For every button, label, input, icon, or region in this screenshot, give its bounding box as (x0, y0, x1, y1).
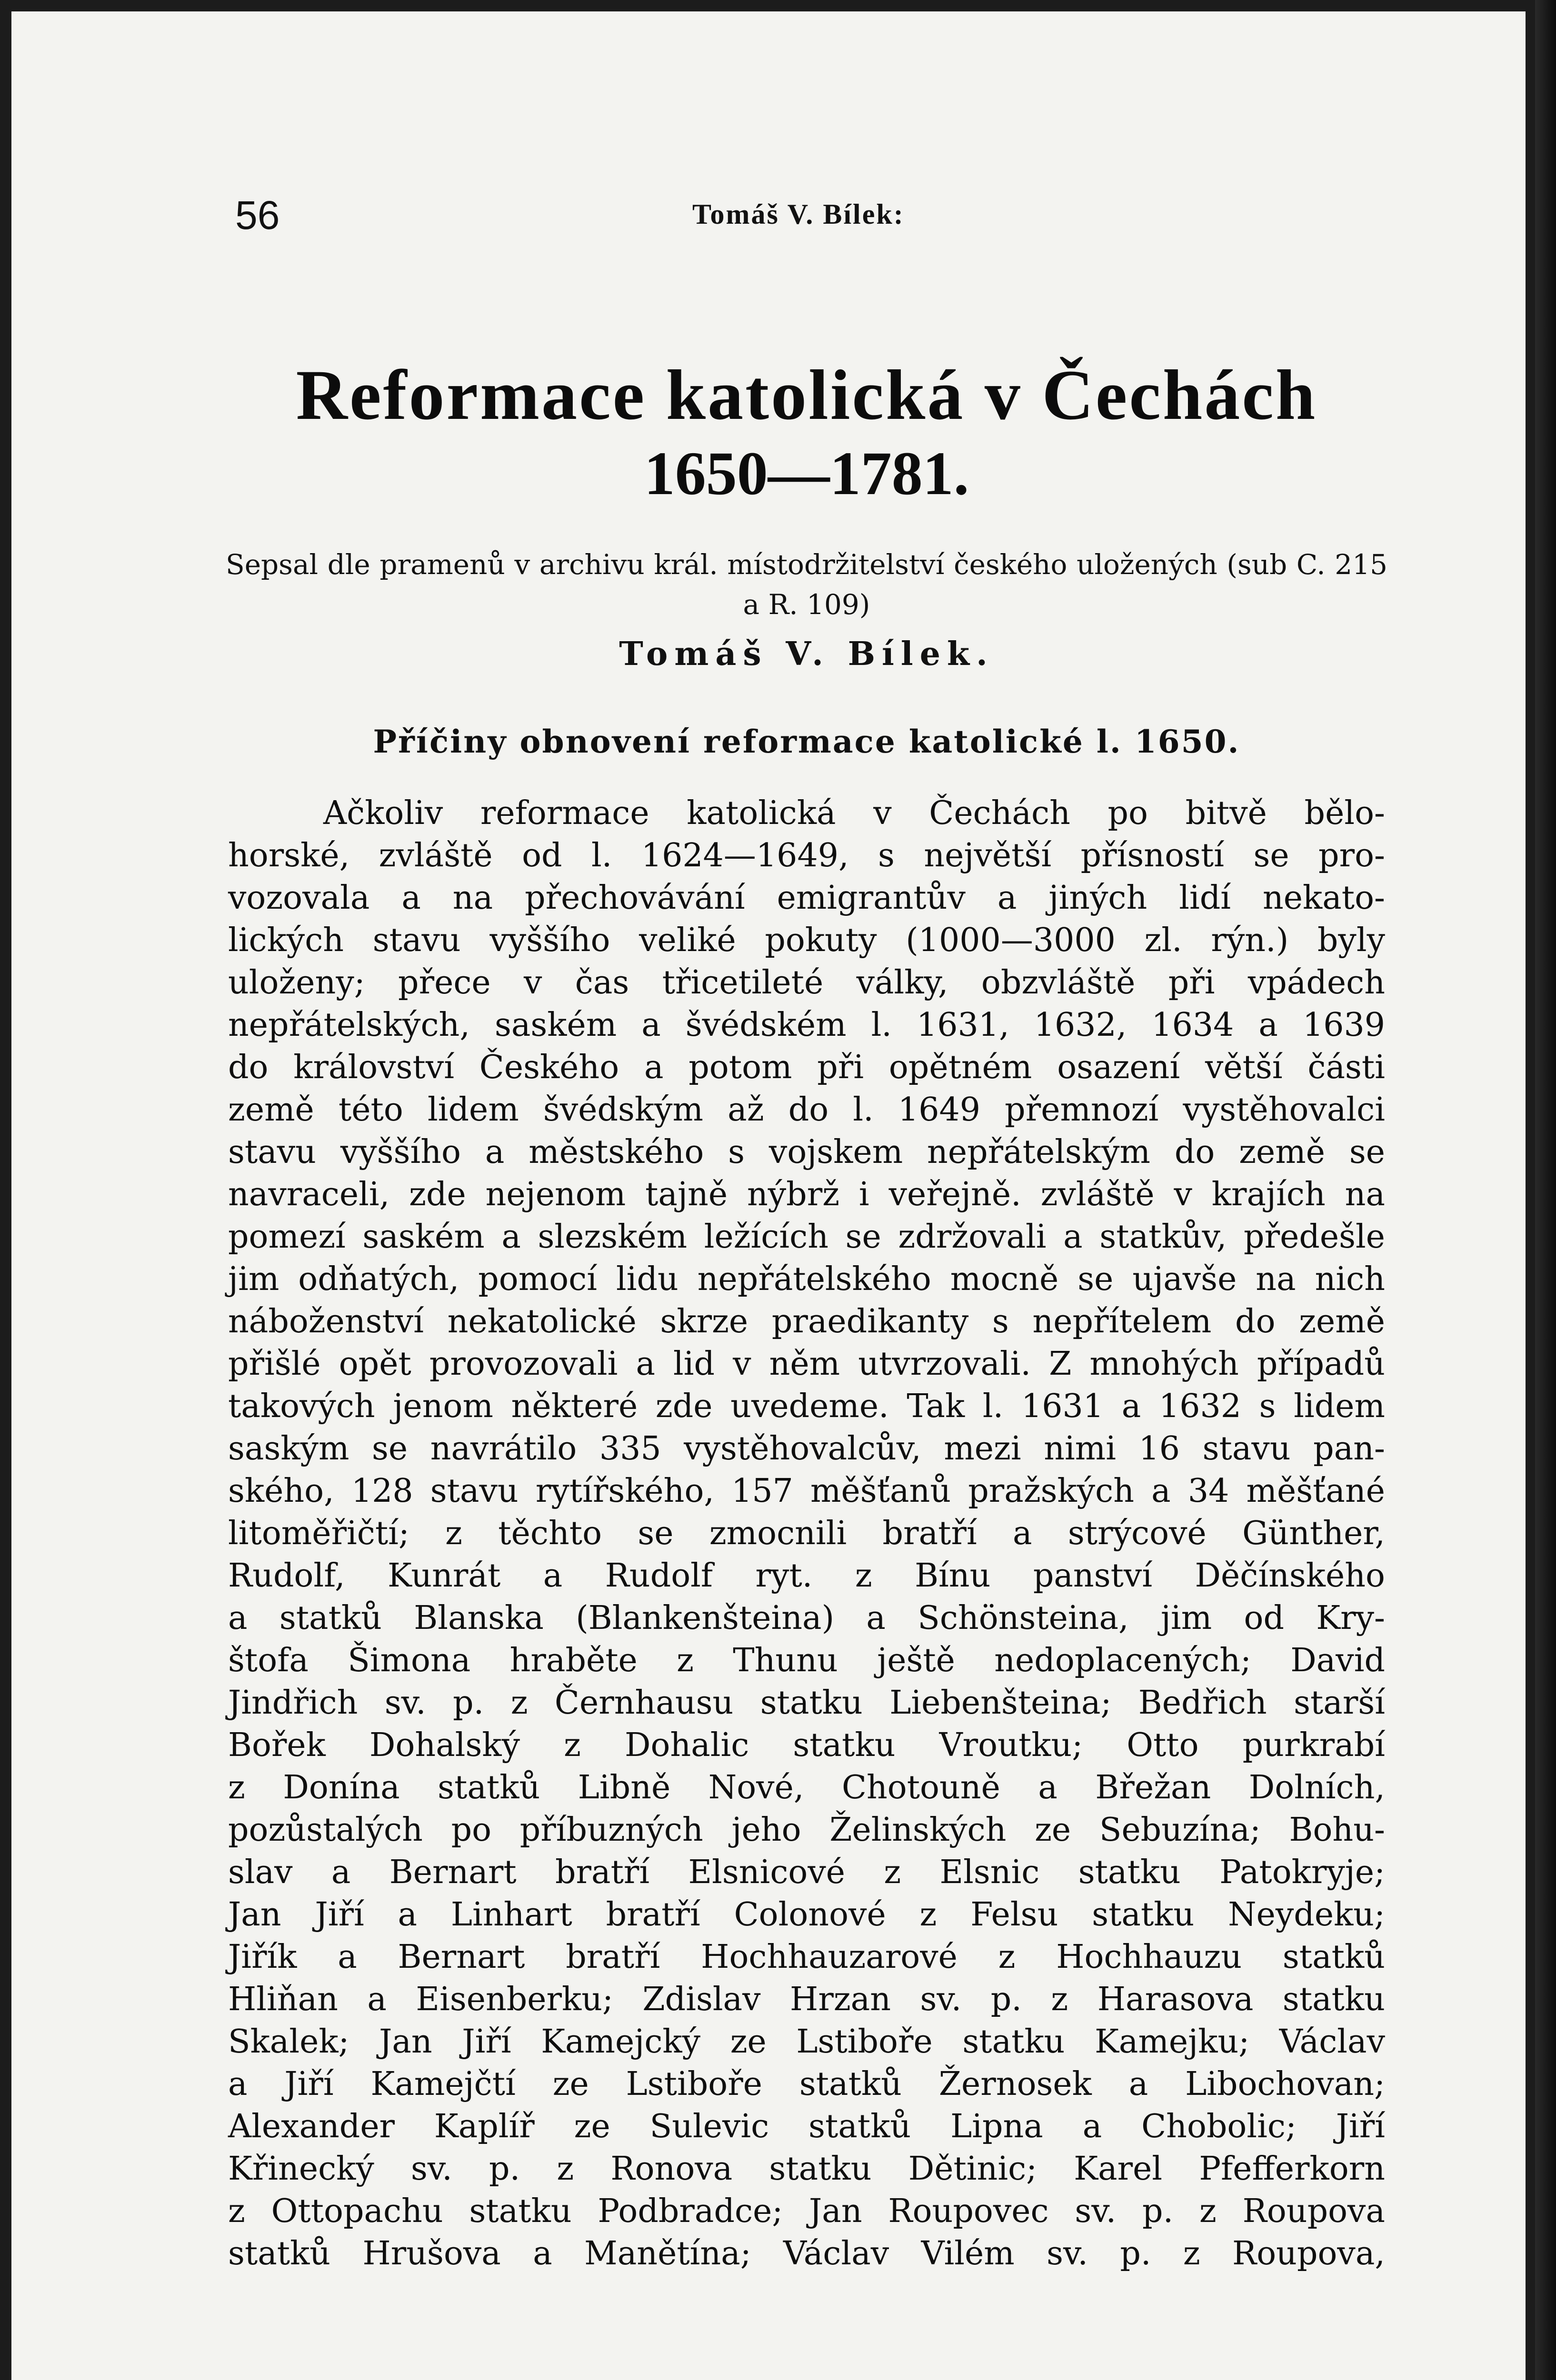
body-line: takových jenom některé zde uvedeme. Tak l. 1631 a 1632 s lidem (228, 1388, 1385, 1425)
body-line: Jiřík a Bernart bratří Hochhauzarové z Hochhauzu statků (228, 1938, 1385, 1976)
body-line: země této lidem švédským až do l. 1649 přemnozí vystěhovalci (228, 1091, 1385, 1129)
body-paragraph (228, 792, 1385, 2275)
body-line: Křinecký sv. p. z Ronova statku Dětinic; Karel Pfefferkorn (228, 2150, 1385, 2188)
body-line: Jan Jiří a Linhart bratří Colonové z Felsu statku Neydeku; (228, 1896, 1385, 1934)
section-heading: Příčiny obnovení reformace katolické l. 1650. (373, 723, 1240, 760)
body-line: vozovala a na přechovávání emigrantův a jiných lidí nekato- (228, 879, 1385, 917)
body-line: a Jiří Kamejčtí ze Lstiboře statků Žernosek a Libochovan; (228, 2065, 1385, 2103)
running-head (235, 192, 1378, 245)
body-line: uloženy; přece v čas třicetileté války, obzvláště při vpádech (228, 964, 1385, 1002)
body-line: stavu vyššího a městského s vojskem nepřátelským do země se (228, 1133, 1385, 1171)
running-title: Tomáš V. Bílek: (692, 198, 905, 230)
body-line: ského, 128 stavu rytířského, 157 měšťanů pražských a 34 měšťané (228, 1472, 1385, 1510)
page-number: 56 (235, 193, 280, 238)
body-line: přišlé opět provozovali a lid v něm utvrzovali. Z mnohých případů (228, 1345, 1385, 1383)
article-subtitle: Sepsal dle pramenů v archivu král. místodržitelství českého uložených (sub C. 215 a R. 109) (226, 548, 1387, 621)
body-line: pomezí saském a slezském ležících se zdržovali a statkův, předešle (228, 1218, 1385, 1256)
body-line: slav a Bernart bratří Elsnicové z Elsnic statku Patokryje; (228, 1854, 1385, 1891)
body-line: saským se navrátilo 335 vystěhovalcův, mezi nimi 16 stavu pan- (228, 1430, 1385, 1468)
body-line: Skalek; Jan Jiří Kamejcký ze Lstiboře statku Kamejku; Václav (228, 2023, 1385, 2061)
body-line: pozůstalých po příbuzných jeho Želinských ze Sebuzína; Bohu- (228, 1811, 1385, 1849)
body-line: štofa Šimona hraběte z Thunu ještě nedoplacených; David (228, 1642, 1385, 1679)
body-line: z Ottopachu statku Podbradce; Jan Roupovec sv. p. z Roupova (228, 2192, 1385, 2230)
body-line: statků Hrušova a Manětína; Václav Vilém sv. p. z Roupova, (228, 2235, 1385, 2272)
article-years: 1650—1781. (644, 439, 969, 508)
body-line: litoměřičtí; z těchto se zmocnili bratří a strýcové Günther, (228, 1515, 1385, 1552)
body-line: Hliňan a Eisenberku; Zdislav Hrzan sv. p. z Harasova statku (228, 1981, 1385, 2018)
article-author: Tomáš V. Bílek. (619, 635, 994, 673)
article-title: Reformace katolická v Čechách (296, 356, 1317, 435)
body-line: lických stavu vyššího veliké pokuty (1000—3000 zl. rýn.) byly (228, 922, 1385, 959)
body-line: horské, zvláště od l. 1624—1649, s největší přísností se pro- (228, 837, 1385, 874)
body-line: jim odňatých, pomocí lidu nepřátelského mocně se ujavše na nich (228, 1260, 1385, 1298)
body-line: náboženství nekatolické skrze praedikanty s nepřítelem do země (228, 1303, 1385, 1340)
body-line: a statků Blanska (Blankenšteina) a Schönsteina, jim od Kry- (228, 1599, 1385, 1637)
body-line: Rudolf, Kunrát a Rudolf ryt. z Bínu panství Děčínského (228, 1557, 1385, 1595)
book-spine-edge (1535, 0, 1556, 2380)
body-line: Bořek Dohalský z Dohalic statku Vroutku; Otto purkrabí (228, 1726, 1385, 1764)
body-line: navraceli, zde nejenom tajně nýbrž i veřejně. zvláště v krajích na (228, 1176, 1385, 1213)
book-page (11, 11, 1526, 2380)
body-line: nepřátelských, saském a švédském l. 1631, 1632, 1634 a 1639 (228, 1006, 1385, 1044)
body-line: Alexander Kaplíř ze Sulevic statků Lipna a Chobolic; Jiří (228, 2108, 1385, 2145)
body-line: Ačkoliv reformace katolická v Čechách po bitvě bělo- (323, 794, 1385, 832)
body-line: do království Českého a potom při opětném osazení větší části (228, 1049, 1385, 1086)
title-block (221, 354, 1392, 511)
body-line: Jindřich sv. p. z Černhausu statku Liebenšteina; Bedřich starší (228, 1684, 1385, 1722)
body-line: z Donína statků Libně Nové, Chotouně a Břežan Dolních, (228, 1769, 1385, 1806)
